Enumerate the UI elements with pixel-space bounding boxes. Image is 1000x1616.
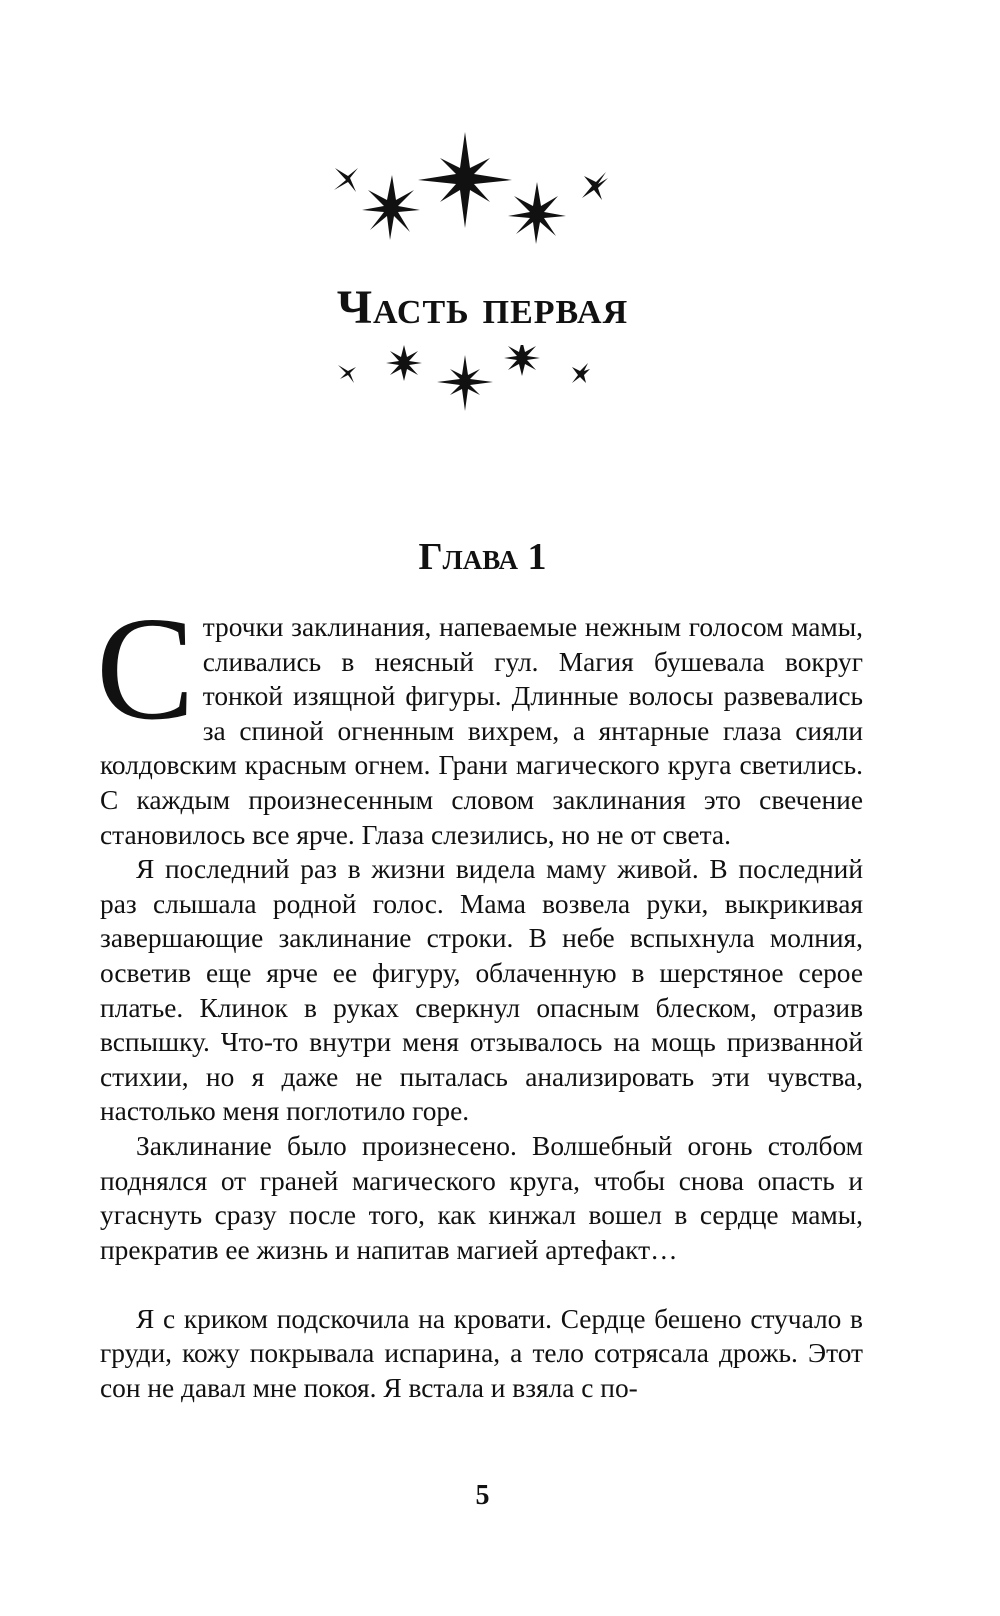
star-ornament-top-icon: [0, 120, 1000, 260]
small-x-star-icon: [572, 363, 590, 383]
medium-star-icon: [508, 182, 566, 244]
small-star-icon: [504, 345, 540, 376]
drop-cap: С: [96, 587, 195, 751]
small-star-icon: [386, 345, 422, 381]
paragraph-1: [96, 587, 863, 852]
small-x-star-icon: [334, 168, 358, 192]
part-title: Часть первая: [336, 281, 629, 334]
medium-star-icon: [362, 175, 420, 240]
star-ornament-bottom-icon: [0, 345, 1000, 435]
paragraph-2: Я последний раз в жизни видела маму живой. В последний раз слышала родной голос. Мама возвела руки, выкрикивая завершающие заклинание строки. В небе вспыхнула молния, осветив еще ярче ее фигуру, облаченную в шерстяное серое платье. Клинок в руках сверкнул опасным блеском, отразив вспышку. Что-то внутри меня отзывалось на мощь призванной стихии, но я даже не пыталась анализировать эти чувства, настолько меня поглотило горе.: [100, 854, 863, 1127]
page-number: 5: [475, 1480, 490, 1511]
small-x-star-icon: [338, 365, 356, 383]
chapter-title: Глава 1: [418, 536, 547, 578]
medium-star-icon: [437, 355, 493, 411]
paragraph-1-text: трочки заклинания, напеваемые нежным голосом мамы, сливались в неясный гул. Магия бушевала вокруг тонкой изящной фигуры. Длинные волосы развевались за спиной огненным вихрем, а янтарные глаза сияли колдовским красным огнем. Грани магического круга светились. С каждым произнесенным словом заклинания это свечение становилось все ярче. Глаза слезились, но не от света.: [100, 612, 863, 850]
paragraph-4: Я с криком подскочила на кровати. Сердце бешено стучало в груди, кожу покрывала испарина, а тело сотрясала дрожь. Этот сон не давал мне покоя. Я встала и взяла с по-: [100, 1303, 863, 1404]
small-x-star-icon: [582, 172, 608, 200]
large-star-icon: [418, 132, 512, 228]
paragraph-3: Заклинание было произнесено. Волшебный огонь столбом поднялся от граней магического круга, чтобы снова опасть и угаснуть сразу после того, как кинжал вошел в сердце мамы, прекратив ее жизнь и напитав магией артефакт…: [100, 1130, 863, 1265]
chapter-body: [96, 587, 863, 1406]
